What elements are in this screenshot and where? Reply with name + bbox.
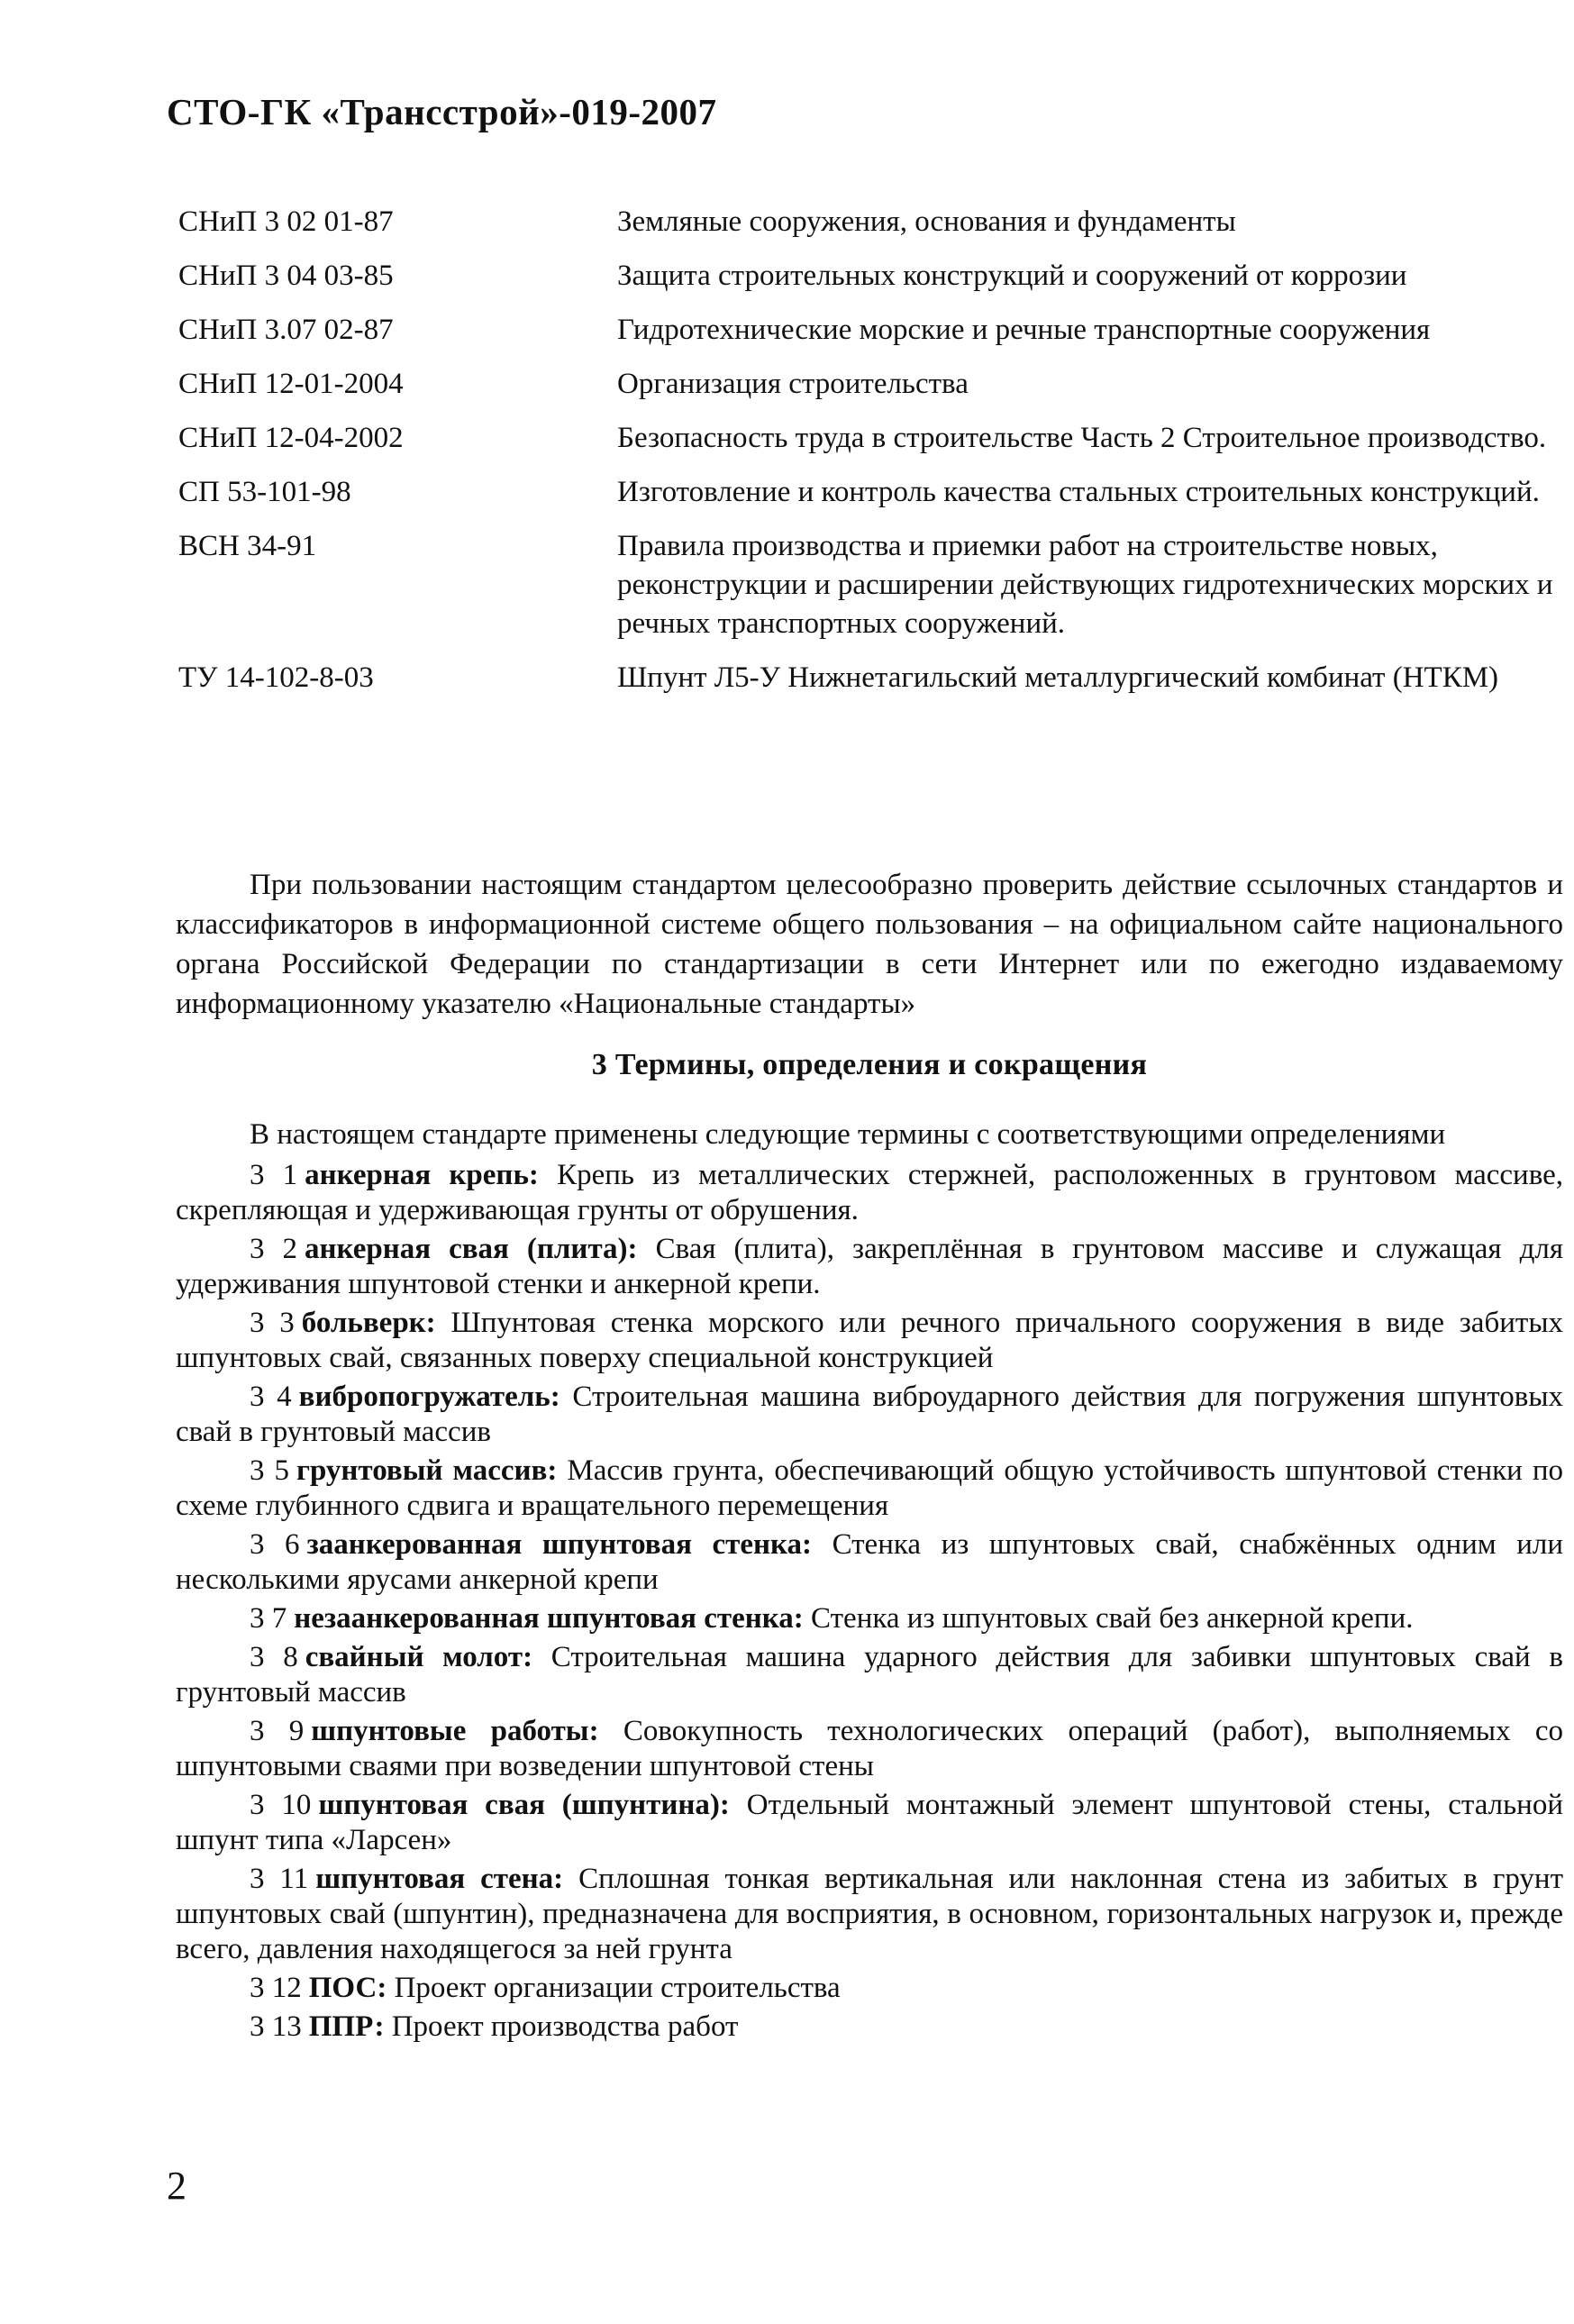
term-number: 3 8 (250, 1641, 298, 1673)
reference-title: Гидротехнические морские и речные транспортные сооружения (617, 314, 1431, 346)
reference-code: СНиП 12-01-2004 (178, 368, 404, 400)
term-number: 3 4 (250, 1381, 292, 1413)
term-entry (176, 1601, 1563, 1636)
reference-title: Правила производства и приемки работ на строительстве новых, реконструкции и расширении действующих гидротехнических морских и речных транспортных сооружений. (617, 530, 1553, 640)
term-name: свайный молот: (305, 1641, 533, 1673)
reference-code: СНиП 3 02 01-87 (178, 205, 394, 238)
term-definition: Стенка из шпунтовых свай, снабжённых одним или несколькими ярусами анкерной крепи (176, 1528, 1564, 1596)
reference-row (178, 659, 1561, 697)
term-definition: Стенка из шпунтовых свай без анкерной крепи. (811, 1602, 1414, 1635)
term-name: шпунтовая стена: (315, 1863, 564, 1895)
reference-code: СП 53-101-98 (178, 476, 351, 508)
section-intro: В настоящем стандарте применены следующие термины с соответствующими определениями (250, 1118, 1446, 1151)
term-number: 3 2 (250, 1233, 298, 1265)
term-entry (176, 1862, 1563, 1967)
term-definition: Массив грунта, обеспечивающий общую устойчивость шпунтовой стенки по схеме глубинного сдвига и вращательного перемещения (176, 1454, 1564, 1522)
term-entry (176, 1971, 1563, 2006)
term-number: 3 11 (250, 1863, 309, 1895)
term-definition: Крепь из металлических стержней, расположенных в грунтовом массиве, скрепляющая и удерживающая грунты от обрушения. (176, 1159, 1563, 1226)
reference-row (178, 311, 1561, 350)
reference-code: СНиП 12-04-2002 (178, 422, 404, 454)
terms-list (176, 1117, 1563, 2048)
term-name: незаанкерованная шпунтовая стенка: (294, 1602, 804, 1635)
reference-row (178, 527, 1561, 643)
term-number: 3 13 (250, 2010, 302, 2043)
page-number: 2 (167, 2164, 187, 2208)
reference-title: Земляные сооружения, основания и фундаменты (617, 205, 1236, 238)
term-number: 3 7 (250, 1602, 287, 1635)
term-entry (176, 1306, 1563, 1376)
reference-title: Изготовление и контроль качества стальных строительных конструкций. (617, 476, 1540, 508)
section-heading: 3 Термины, определения и сокращения (591, 1048, 1148, 1081)
term-name: больверк: (301, 1307, 436, 1339)
term-entry (176, 1527, 1563, 1598)
term-name: шпунтовая свая (шпунтина): (318, 1789, 730, 1821)
term-definition: Строительная машина виброударного действия для погружения шпунтовых свай в грунтовый массив (176, 1381, 1564, 1448)
reference-code: ТУ 14-102-8-03 (178, 661, 374, 694)
term-definition: Проект производства работ (391, 2010, 739, 2043)
reference-title: Шпунт Л5-У Нижнетагильский металлургический комбинат (НТКМ) (617, 661, 1499, 694)
reference-code: ВСН 34-91 (178, 530, 317, 562)
term-entry (176, 1380, 1563, 1450)
reference-row (178, 365, 1561, 404)
term-definition: Шпунтовая стенка морского или речного причального сооружения в виде забитых шпунтовых свай, связанных поверху специальной конструкцией (176, 1307, 1563, 1374)
reference-code: СНиП 3 04 03-85 (178, 260, 394, 292)
term-name: анкерная свая (плита): (305, 1233, 638, 1265)
term-entry (176, 1788, 1563, 1858)
term-number: 3 3 (250, 1307, 295, 1339)
term-definition: Сплошная тонкая вертикальная или наклонная стена из забитых в грунт шпунтовых свай (шпунтин), предназначена для восприятия, в основном, горизонтальных нагрузок и, прежде всего, давления находящегося за ней грунта (176, 1863, 1563, 1965)
term-name: ПОС: (308, 1972, 387, 2004)
term-name: грунтовый массив: (296, 1454, 558, 1487)
reference-row (178, 473, 1561, 512)
reference-title: Защита строительных конструкций и сооружений от коррозии (617, 260, 1407, 292)
reference-title: Организация строительства (617, 368, 969, 400)
term-name: заанкерованная шпунтовая стенка: (306, 1528, 813, 1561)
term-entry (176, 1640, 1563, 1710)
reference-title: Безопасность труда в строительстве Часть 2 Строительное производство. (617, 422, 1547, 454)
term-number: 3 10 (250, 1789, 312, 1821)
term-definition: Строительная машина ударного действия для забивки шпунтовых свай в грунтовый массив (176, 1641, 1564, 1709)
reference-row (178, 419, 1561, 458)
term-number: 3 6 (250, 1528, 300, 1561)
term-definition: Свая (плита), закреплённая в грунтовом массиве и служащая для удерживания шпунтовой стенки и анкерной крепи. (176, 1233, 1564, 1300)
term-name: ППР: (308, 2010, 385, 2043)
term-definition: Совокупность технологических операций (работ), выполняемых со шпунтовыми сваями при возведении шпунтовой стены (176, 1715, 1563, 1782)
term-number: 3 1 (250, 1159, 298, 1191)
term-definition: Отдельный монтажный элемент шпунтовой стены, стальной шпунт типа «Ларсен» (176, 1789, 1563, 1856)
term-name: шпунтовые работы: (311, 1715, 599, 1747)
term-number: 3 12 (250, 1972, 302, 2004)
term-number: 3 5 (250, 1454, 290, 1487)
reference-code: СНиП 3.07 02-87 (178, 314, 394, 346)
term-entry (176, 1714, 1563, 1784)
standards-check-note: При пользовании настоящим стандартом целесообразно проверить действие ссылочных стандартов и классификаторов в информационной системе общего пользования – на официальном сайте национального органа Российской Федерации по стандартизации в сети Интернет или по ежегодно издаваемому информационному указателю «Национальные стандарты» (176, 869, 1563, 1020)
reference-row (178, 257, 1561, 296)
normative-references-list (178, 203, 1561, 713)
term-entry (176, 1454, 1563, 1524)
term-name: анкерная крепь: (305, 1159, 539, 1191)
term-entry (176, 2010, 1563, 2045)
reference-row (178, 203, 1561, 242)
term-entry (176, 1158, 1563, 1228)
term-entry (176, 1232, 1563, 1302)
term-definition: Проект организации строительства (394, 1972, 841, 2004)
document-code-header: СТО-ГК «Трансстрой»-019-2007 (167, 91, 717, 132)
term-number: 3 9 (250, 1715, 305, 1747)
term-name: вибропогружатель: (298, 1381, 560, 1413)
